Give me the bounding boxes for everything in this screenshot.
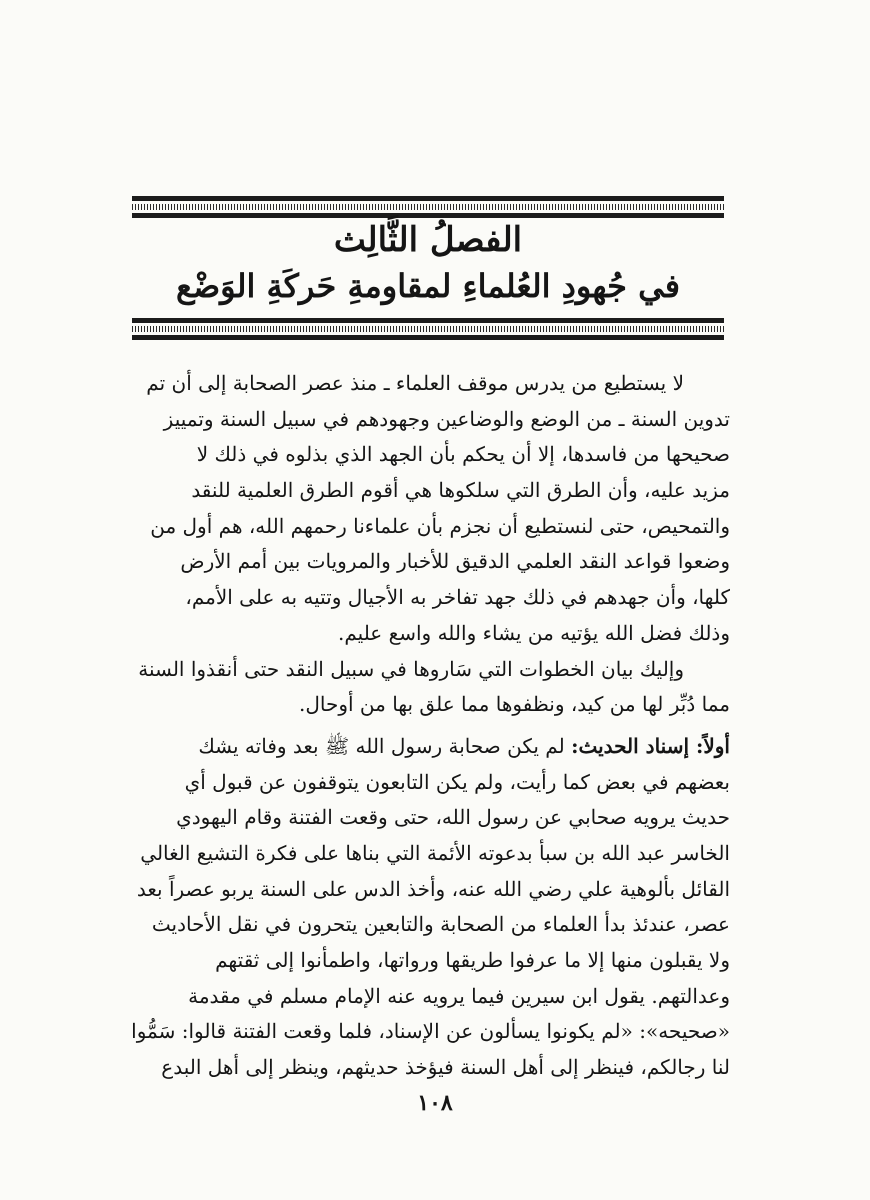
body-text (120, 366, 730, 1086)
chapter-title: الفصلُ الثَّالِث (333, 220, 523, 260)
bottom-ornamental-rule (132, 318, 724, 343)
text-line: بعضهم في بعض كما رأيت، ولم يكن التابعون يتوقفون عن قبول أي (184, 769, 730, 794)
text-line: وعدالتهم. يقول ابن سيرين فيما يرويه عنه الإمام مسلم في مقدمة (188, 983, 730, 1008)
text-line: وضعوا قواعد النقد العلمي الدقيق للأخبار والمرويات بين أمم الأرض (180, 549, 730, 574)
section-first-text: لم يكن صحابة رسول الله ﷺ بعد وفاته يشك (198, 733, 565, 758)
text-line: لا يستطيع من يدرس موقف العلماء ـ منذ عصر الصحابة إلى أن تم (146, 371, 684, 395)
text-line: صحيحها من فاسدها، إلا أن يحكم بأن الجهد الذي بذلوه في ذلك لا (196, 442, 730, 467)
page-number: ١٠٨ (417, 1090, 453, 1116)
text-line: والتمحيص، حتى لنستطيع أن نجزم بأن علماءنا رحمهم الله، هم أول من (150, 513, 730, 538)
text-line: تدوين السنة ـ من الوضع والوضاعين وجهودهم في سبيل السنة وتمييز (163, 406, 730, 431)
text-line: وإليك بيان الخطوات التي سَاروها في سبيل النقد حتى أنقذوا السنة (138, 656, 684, 681)
text-line: حديث يرويه صحابي عن رسول الله، حتى وقعت الفتنة وقام اليهودي (176, 805, 730, 830)
text-line: ولا يقبلون منها إلا ما عرفوا طريقها ورواتها، واطمأنوا إلى ثقتهم (215, 948, 730, 972)
text-line: كلها، وأن جهدهم في ذلك جهد تفاخر به الأجيال وتتيه به على الأمم، (185, 585, 730, 610)
text-line: عصر، عندئذ بدأ العلماء من الصحابة والتابعين يتحرون في نقل الأحاديث (151, 912, 730, 937)
text-line: مما دُبِّر لها من كيد، ونظفوها مما علق بها من أوحال. (298, 692, 730, 717)
section-first-line (120, 729, 730, 765)
text-line: «صحيحه»: «لم يكونوا يسألون عن الإسناد، فلما وقعت الفتنة قالوا: سَمُّوا (131, 1019, 730, 1044)
chapter-subtitle: في جُهودِ العُلماءِ لمقاومةِ حَركَةِ الوَضْع (175, 267, 681, 305)
text-line: القائل بألوهية علي رضي الله عنه، وأخذ الدس على السنة يربو عصراً بعد (136, 876, 730, 901)
text-line: مزيد عليه، وأن الطرق التي سلكوها هي أقوم الطرق العلمية للنقد (191, 478, 730, 503)
text-line: وذلك فضل الله يؤتيه من يشاء والله واسع عليم. (337, 620, 730, 645)
text-line: لنا رجالكم، فينظر إلى أهل السنة فيؤخذ حديثهم، وينظر إلى أهل البدع (161, 1055, 730, 1080)
text-line: الخاسر عبد الله بن سبأ بدعوته الأئمة التي بناها على فكرة التشيع الغالي (140, 840, 730, 865)
section-lead: أولاً: إسناد الحديث: (571, 733, 730, 758)
chapter-heading (132, 218, 724, 310)
